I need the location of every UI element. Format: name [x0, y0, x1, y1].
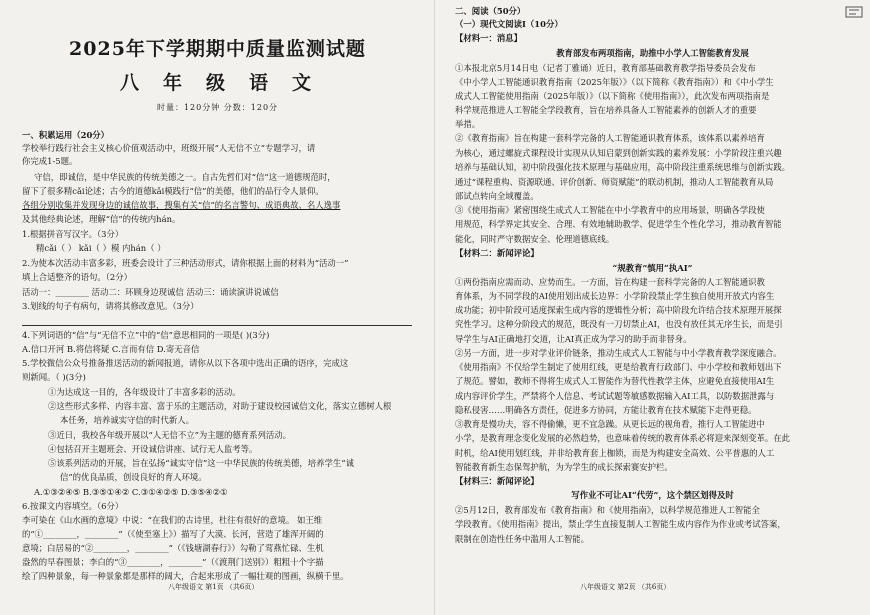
corner-logo-icon: [845, 6, 863, 18]
right-lines-line: 隐私侵害……明确各方责任，促进多方协同，方能让教育在技术赋能下走得更稳。: [455, 405, 757, 415]
right-lines-line: ③教育是慢功夫，容不得偷懒，更不宜急躁。从更长远的视角看，推行人工智能进中: [455, 419, 765, 429]
right-lines-line: 《中小学人工智能通识教育指南（2025年版）》（以下简称《教育指南》）和《中小学生: [455, 77, 774, 87]
right-lines-line: 成内容评价学生，严禁将个人信息、考试试题等敏感数据输入AI工具，以防数据泄露与: [455, 391, 775, 401]
left-lines-line: 学校举行践行社会主义核心价值观活动中，班级开展“人无信不立”专题学习，请: [22, 143, 316, 153]
right-lines-line: ①两份指南应需而动、应势而生。一方面，旨在构建一套科学完备的人工智能通识教: [455, 277, 765, 287]
right-lines-line: 智能教育新生态保驾护航，为为学生的成长探索赛安护栏。: [455, 462, 673, 472]
left-lines-line: 盎然的早春图景；李白的“③________，________”（《渡荆门送别》）粗粗十个字描: [22, 557, 324, 567]
left-lines-line: ⑤该系列活动的开展，旨在弘扬“诚实守信”这一中华民族的传统美德，培养学生“诚: [48, 458, 354, 468]
left-lines-line: ②这些形式多样、内容丰富、富于乐的主题活动，对助于建设校园诚信文化，落实立德树人根: [48, 401, 392, 411]
left-lines-line: 李可染在《山水画的意境》中说：“在我们的古诗里，杜往有很好的意境。 如王维: [22, 515, 323, 525]
left-lines-line: A.①③②④⑤ B.③⑤①④② C.③①④②⑤ D.③⑤④②①: [34, 487, 228, 497]
left-lines-line: 留下了很多精cǎi论述；古今的道德kǎi模践行“信”的美德，他们的品行令人景仰。: [22, 186, 324, 196]
exam-meta: 时量：120分钟 分数：120分: [156, 103, 279, 112]
right-lines-line: ②5月12日，教育部发布《教育指南》和《使用指南》，以科学规范推进人工智能全: [455, 505, 760, 515]
right-lines-line: 小学，是教育理念变化发展的必然趋势，也意味着传统的教育体系必将迎来深刻变革。在此: [455, 433, 790, 443]
right-lines-line: 写作业不可让AI“代劳”，这个禁区划得及时: [571, 490, 734, 500]
left-lines-line: 信”的优良品质，创设良好的育人环境。: [60, 472, 207, 482]
right-lines-line: 成式人工智能使用指南（2025年版）》（以下简称《使用指南》），此次发布两项指南是: [455, 91, 770, 101]
left-lines-line: 及其他经典论述，理解“信”的传统内hán。: [22, 214, 181, 224]
left-lines-line: 守信，即诚信，是中华民族的传统美德之一。自古先哲们对“信”这一道德规范时，: [34, 172, 336, 182]
right-lines-line: 举措。: [455, 119, 481, 129]
right-lines-line: 究性学习。这种分阶段式的规范，既没有一刀切禁止AI，也没有放任其无序生长，而是引: [455, 319, 783, 329]
right-lines-line: “规教育”慎用“执AI”: [612, 263, 693, 273]
right-lines-line: 导学生与AI正确地打交道，让AI真正成为学习的助手而非替身。: [455, 334, 692, 344]
right-lines-line: 《使用指南》不仅给学生制定了使用红线，更是给教育行政部门、中小学校和教师划出下: [455, 362, 782, 372]
left-lines-line: 意境；白居易的“②________，________”（《钱塘湖春行》）勾勒了莺燕忙碌、生机: [22, 543, 324, 553]
left-lines-line: ④包括召开主题班会、开设诚信讲座、试行无人监考等。: [48, 444, 258, 454]
footer-left: 八年级语文 第1页 （共6页）: [168, 583, 259, 591]
footer-right: 八年级语文 第2页 （共6页）: [580, 583, 671, 591]
right-lines-line: ①本报北京5月14日电（记者丁雅诵）近日，教育部基础教育教学指导委员会发布: [455, 63, 756, 73]
exam-subtitle: 八年级语文: [119, 72, 335, 94]
right-lines-line: ③《使用指南》紧密围绕生成式人工智能在中小学教育中的应用场景，明确各学段使: [455, 205, 765, 215]
right-lines-line: 通过“课程重构、资源联通、评价创新、师资赋能”的联动机制，推动人工智能教育从局: [455, 177, 774, 187]
left-lines-line: 活动一：________ 活动二：环顾身边现诚信 活动三：诵读演讲说诚信: [22, 287, 279, 297]
left-lines-line: 各组分别收集并发现身边的诚信故事，搜集有关“信”的名言警句、成语典故、名人逸事: [22, 200, 341, 210]
left-lines-line: 的“①________，________”（《使至塞上》）描写了大漠、长河，营造了雄浑开阔的: [22, 529, 324, 539]
right-lines-line: 部试点转向全域覆盖。: [455, 191, 539, 201]
left-lines-line: 3.划线的句子有病句，请将其修改意见。（3分）: [22, 301, 199, 311]
right-lines-line: （一）现代文阅读Ⅰ（10分）: [455, 19, 563, 29]
left-lines-line: ①为达成这一目的，各年级设计了丰富多彩的活动。: [48, 387, 241, 397]
right-lines-line: 【材料二：新闻评论】: [455, 248, 539, 258]
left-lines-line: 5.学校微信公众号推备推送活动的新闻报道，请你从以下各项中选出正确的语序，完成这: [22, 358, 349, 368]
right-lines-line: 用规范，科学界定其安全、合理、有效地辅助教学、促进学生个性化学习，推动教育智能: [455, 219, 782, 229]
right-lines-line: 二、阅读（50分）: [455, 6, 526, 16]
left-lines-line: ③近日，我校各年级开展以“人无信不立”为主题的德育系列活动。: [48, 430, 292, 440]
answer-line: [22, 325, 412, 326]
right-lines-line: 教育部发布两项指南，助推中小学人工智能教育发展: [556, 48, 749, 58]
left-lines-line: 一、积累运用（20分）: [22, 130, 110, 140]
right-lines-line: 成功能；初中阶段可适度探索生成内容的逻辑性分析；高中阶段允许结合技术原理开展探: [455, 305, 782, 315]
right-lines-line: 限制在创造性任务中滥用人工智能。: [455, 534, 589, 544]
right-lines-line: 时机，给AI使用划红线，并非给教育套上枷锁，而是为构建安全高效、公平普惠的人工: [455, 448, 775, 458]
right-lines-line: 培养与基础认知，初中阶段强化技术原理与基础应用，高中阶段注重系统思维与创新实践。: [455, 162, 790, 172]
right-lines-line: 能化，同时严守数据安全、伦理道德底线。: [455, 234, 615, 244]
left-lines-line: 6.按课文内容填空。（6分）: [22, 501, 124, 511]
right-lines-line: 了规范。譬如，教师不得将生成式人工智能作为替代性教学主体，应避免直接使用AI生: [455, 376, 775, 386]
right-lines-line: 【材料一：消息】: [455, 33, 522, 43]
left-lines-line: 填上合适整齐的语句。（2分）: [22, 272, 133, 282]
left-lines-line: 2.为使本次活动丰富多彩，班委会设计了三种活动形式，请你根据上面的材料为“活动一”: [22, 258, 349, 268]
right-lines-line: 育体系，为不同学段的AI使用划出成长边界：小学阶段禁止学生独自使用开放式内容生: [455, 291, 775, 301]
right-lines-line: 【材料三：新闻评论】: [455, 476, 539, 486]
left-lines-line: A.信口开河 B.将信将疑 C.言而有信 D.寄无音信: [22, 344, 200, 354]
left-lines-line: 1.根据拼音写汉字。（3分）: [22, 229, 124, 239]
right-lines-line: ②《教育指南》旨在构建一套科学完备的人工智能通识教育体系，该体系以素养培育: [455, 133, 765, 143]
right-lines-line: ②另一方面，进一步对学业评价链条，推动生成式人工智能与中小学教育教学深度融合。: [455, 348, 782, 358]
right-lines-line: 学段教育。《使用指南》提出，禁止学生直接复制人工智能生成内容作为作业或考试答案，: [455, 519, 786, 529]
left-lines-line: 绘了四种景象，每一种景象都是那样的阔大，合起来形成了一幅壮观的图画，纵横千里。: [22, 571, 349, 581]
right-lines-line: 为核心，通过螺旋式课程设计实现从认知启蒙到创新实践的素养发展：小学阶段注重兴趣: [455, 148, 782, 158]
left-lines-line: 则新闻。（ )(3分): [22, 372, 86, 382]
left-lines-line: 4.下列词语的“信”与“无信不立”中的“信”意思相同的一项是( )(3分): [22, 330, 270, 340]
left-lines-line: 精cǎi（ ） kǎi（ ）模 内hán（ ）: [36, 243, 166, 253]
left-lines-line: 你完成1-5题。: [22, 156, 78, 166]
page-right: [435, 0, 870, 615]
left-lines-line: 本任务，培养诚实守信的时代新人。: [60, 415, 194, 425]
right-lines-line: 科学规范推进人工智能全学段教育，旨在培养具备人工智能素养的创新人才的重要: [455, 105, 757, 115]
exam-title: 2025年下学期期中质量监测试题: [69, 38, 366, 60]
